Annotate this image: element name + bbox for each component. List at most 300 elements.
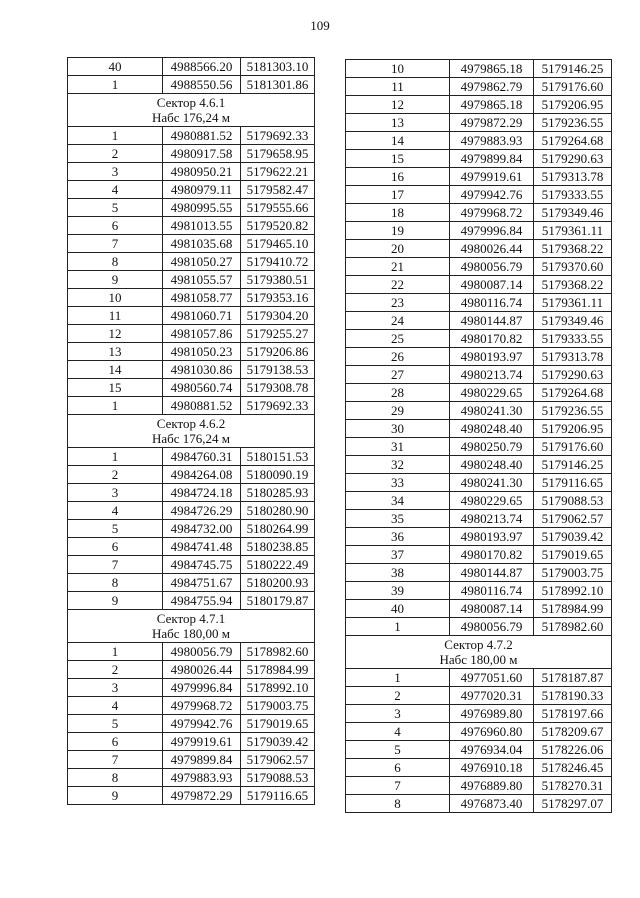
x-coordinate-cell: 4984760.31	[163, 448, 241, 466]
sector-header-row	[68, 94, 315, 127]
table-row	[68, 397, 315, 415]
x-coordinate-cell: 4979919.61	[163, 733, 241, 751]
table-row	[68, 556, 315, 574]
table-row	[68, 661, 315, 679]
x-coordinate-cell: 4984755.94	[163, 592, 241, 610]
point-number-cell: 15	[68, 379, 163, 397]
x-coordinate-cell: 4981057.86	[163, 325, 241, 343]
point-number-cell: 5	[68, 715, 163, 733]
table-row	[68, 181, 315, 199]
x-coordinate-cell: 4981050.23	[163, 343, 241, 361]
table-row	[68, 466, 315, 484]
sector-title: Сектор 4.6.1	[156, 95, 226, 110]
point-number-cell: 26	[346, 348, 450, 366]
point-number-cell: 2	[68, 466, 163, 484]
y-coordinate-cell: 5179146.25	[534, 60, 612, 78]
table-row	[346, 168, 612, 186]
x-coordinate-cell: 4981055.57	[163, 271, 241, 289]
y-coordinate-cell: 5179290.63	[534, 366, 612, 384]
point-number-cell: 3	[68, 679, 163, 697]
y-coordinate-cell: 5179176.60	[534, 78, 612, 96]
y-coordinate-cell: 5179088.53	[241, 769, 315, 787]
x-coordinate-cell: 4976960.80	[450, 723, 534, 741]
y-coordinate-cell: 5180238.85	[241, 538, 315, 556]
y-coordinate-cell: 5179520.82	[241, 217, 315, 235]
x-coordinate-cell: 4977051.60	[450, 669, 534, 687]
table-row	[68, 733, 315, 751]
table-row	[346, 582, 612, 600]
table-row	[346, 186, 612, 204]
y-coordinate-cell: 5181303.10	[241, 58, 315, 76]
point-number-cell: 4	[68, 502, 163, 520]
table-row	[68, 235, 315, 253]
point-number-cell: 5	[68, 520, 163, 538]
point-number-cell: 38	[346, 564, 450, 582]
y-coordinate-cell: 5179176.60	[534, 438, 612, 456]
x-coordinate-cell: 4980229.65	[450, 384, 534, 402]
y-coordinate-cell: 5178984.99	[534, 600, 612, 618]
point-number-cell: 11	[346, 78, 450, 96]
point-number-cell: 3	[68, 484, 163, 502]
point-number-cell: 40	[68, 58, 163, 76]
y-coordinate-cell: 5179206.86	[241, 343, 315, 361]
y-coordinate-cell: 5179361.11	[534, 222, 612, 240]
x-coordinate-cell: 4979872.29	[450, 114, 534, 132]
x-coordinate-cell: 4981035.68	[163, 235, 241, 253]
point-number-cell: 21	[346, 258, 450, 276]
point-number-cell: 6	[346, 759, 450, 777]
point-number-cell: 9	[68, 271, 163, 289]
y-coordinate-cell: 5179116.65	[241, 787, 315, 805]
x-coordinate-cell: 4980250.79	[450, 438, 534, 456]
sector-elevation: Набс 176,24 м	[151, 110, 231, 125]
table-row	[346, 777, 612, 795]
x-coordinate-cell: 4980056.79	[163, 643, 241, 661]
point-number-cell: 7	[346, 777, 450, 795]
table-row	[68, 217, 315, 235]
point-number-cell: 10	[346, 60, 450, 78]
table-row	[346, 132, 612, 150]
table-row	[346, 150, 612, 168]
y-coordinate-cell: 5178982.60	[241, 643, 315, 661]
y-coordinate-cell: 5178297.07	[534, 795, 612, 813]
point-number-cell: 19	[346, 222, 450, 240]
point-number-cell: 20	[346, 240, 450, 258]
point-number-cell: 31	[346, 438, 450, 456]
x-coordinate-cell: 4979883.93	[163, 769, 241, 787]
x-coordinate-cell: 4981050.27	[163, 253, 241, 271]
table-row	[68, 787, 315, 805]
table-row	[346, 348, 612, 366]
table-row	[346, 420, 612, 438]
x-coordinate-cell: 4979883.93	[450, 132, 534, 150]
point-number-cell: 14	[346, 132, 450, 150]
y-coordinate-cell: 5179622.21	[241, 163, 315, 181]
x-coordinate-cell: 4979862.79	[450, 78, 534, 96]
point-number-cell: 15	[346, 150, 450, 168]
table-row	[346, 258, 612, 276]
point-number-cell: 14	[68, 361, 163, 379]
y-coordinate-cell: 5178246.45	[534, 759, 612, 777]
sector-header-row	[346, 636, 612, 669]
y-coordinate-cell: 5179465.10	[241, 235, 315, 253]
point-number-cell: 23	[346, 294, 450, 312]
point-number-cell: 2	[346, 687, 450, 705]
point-number-cell: 39	[346, 582, 450, 600]
y-coordinate-cell: 5179333.55	[534, 186, 612, 204]
y-coordinate-cell: 5178197.66	[534, 705, 612, 723]
point-number-cell: 34	[346, 492, 450, 510]
x-coordinate-cell: 4984741.48	[163, 538, 241, 556]
table-row	[346, 438, 612, 456]
table-row	[68, 448, 315, 466]
point-number-cell: 22	[346, 276, 450, 294]
table-row	[68, 484, 315, 502]
x-coordinate-cell: 4979942.76	[163, 715, 241, 733]
table-row	[346, 687, 612, 705]
point-number-cell: 16	[346, 168, 450, 186]
x-coordinate-cell: 4980170.82	[450, 330, 534, 348]
sector-header-cell	[68, 94, 315, 127]
point-number-cell: 2	[68, 661, 163, 679]
point-number-cell: 28	[346, 384, 450, 402]
table-row	[68, 769, 315, 787]
y-coordinate-cell: 5180285.93	[241, 484, 315, 502]
point-number-cell: 6	[68, 217, 163, 235]
point-number-cell: 7	[68, 556, 163, 574]
table-row	[68, 520, 315, 538]
point-number-cell: 30	[346, 420, 450, 438]
table-row	[68, 592, 315, 610]
table-row	[68, 199, 315, 217]
y-coordinate-cell: 5179003.75	[534, 564, 612, 582]
table-row	[68, 751, 315, 769]
point-number-cell: 7	[68, 751, 163, 769]
x-coordinate-cell: 4979942.76	[450, 186, 534, 204]
point-number-cell: 4	[68, 697, 163, 715]
y-coordinate-cell: 5179206.95	[534, 96, 612, 114]
table-row	[68, 127, 315, 145]
sector-title: Сектор 4.7.1	[156, 611, 226, 626]
point-number-cell: 12	[68, 325, 163, 343]
point-number-cell: 29	[346, 402, 450, 420]
x-coordinate-cell: 4988566.20	[163, 58, 241, 76]
y-coordinate-cell: 5179019.65	[241, 715, 315, 733]
y-coordinate-cell: 5178190.33	[534, 687, 612, 705]
y-coordinate-cell: 5179264.68	[534, 132, 612, 150]
coordinates-table-left	[67, 57, 315, 805]
y-coordinate-cell: 5178984.99	[241, 661, 315, 679]
x-coordinate-cell: 4977020.31	[450, 687, 534, 705]
y-coordinate-cell: 5178209.67	[534, 723, 612, 741]
x-coordinate-cell: 4980056.79	[450, 258, 534, 276]
x-coordinate-cell: 4984745.75	[163, 556, 241, 574]
table-row	[346, 564, 612, 582]
y-coordinate-cell: 5179692.33	[241, 127, 315, 145]
x-coordinate-cell: 4980229.65	[450, 492, 534, 510]
point-number-cell: 8	[346, 795, 450, 813]
y-coordinate-cell: 5179370.60	[534, 258, 612, 276]
x-coordinate-cell: 4979865.18	[450, 96, 534, 114]
y-coordinate-cell: 5180200.93	[241, 574, 315, 592]
point-number-cell: 10	[68, 289, 163, 307]
table-row	[68, 76, 315, 94]
page-number: 109	[310, 18, 330, 33]
table-row	[346, 384, 612, 402]
y-coordinate-cell: 5179264.68	[534, 384, 612, 402]
table-row	[346, 330, 612, 348]
y-coordinate-cell: 5179308.78	[241, 379, 315, 397]
y-coordinate-cell: 5179236.55	[534, 402, 612, 420]
table-row	[68, 145, 315, 163]
table-row	[346, 474, 612, 492]
table-row	[346, 669, 612, 687]
table-row	[68, 343, 315, 361]
table-row	[346, 795, 612, 813]
x-coordinate-cell: 4979968.72	[450, 204, 534, 222]
y-coordinate-cell: 5179410.72	[241, 253, 315, 271]
table-row	[346, 366, 612, 384]
point-number-cell: 12	[346, 96, 450, 114]
sector-header-cell	[346, 636, 612, 669]
point-number-cell: 13	[346, 114, 450, 132]
x-coordinate-cell: 4980026.44	[450, 240, 534, 258]
x-coordinate-cell: 4980995.55	[163, 199, 241, 217]
x-coordinate-cell: 4980144.87	[450, 312, 534, 330]
point-number-cell: 27	[346, 366, 450, 384]
y-coordinate-cell: 5179116.65	[534, 474, 612, 492]
point-number-cell: 8	[68, 253, 163, 271]
point-number-cell: 8	[68, 574, 163, 592]
x-coordinate-cell: 4980087.14	[450, 600, 534, 618]
table-row	[68, 325, 315, 343]
x-coordinate-cell: 4980144.87	[450, 564, 534, 582]
table-row	[346, 78, 612, 96]
point-number-cell: 18	[346, 204, 450, 222]
y-coordinate-cell: 5179349.46	[534, 204, 612, 222]
table-row	[346, 60, 612, 78]
point-number-cell: 24	[346, 312, 450, 330]
point-number-cell: 5	[68, 199, 163, 217]
x-coordinate-cell: 4981060.71	[163, 307, 241, 325]
y-coordinate-cell: 5179368.22	[534, 240, 612, 258]
y-coordinate-cell: 5179361.11	[534, 294, 612, 312]
point-number-cell: 4	[68, 181, 163, 199]
y-coordinate-cell: 5181301.86	[241, 76, 315, 94]
y-coordinate-cell: 5179692.33	[241, 397, 315, 415]
point-number-cell: 1	[346, 669, 450, 687]
y-coordinate-cell: 5179138.53	[241, 361, 315, 379]
point-number-cell: 25	[346, 330, 450, 348]
point-number-cell: 1	[68, 448, 163, 466]
point-number-cell: 37	[346, 546, 450, 564]
table-row	[346, 618, 612, 636]
x-coordinate-cell: 4980950.21	[163, 163, 241, 181]
table-row	[68, 697, 315, 715]
table-row	[346, 600, 612, 618]
y-coordinate-cell: 5178187.87	[534, 669, 612, 687]
y-coordinate-cell: 5179088.53	[534, 492, 612, 510]
y-coordinate-cell: 5178982.60	[534, 618, 612, 636]
point-number-cell: 6	[68, 538, 163, 556]
x-coordinate-cell: 4980193.97	[450, 348, 534, 366]
table-row	[346, 204, 612, 222]
y-coordinate-cell: 5178270.31	[534, 777, 612, 795]
x-coordinate-cell: 4980087.14	[450, 276, 534, 294]
y-coordinate-cell: 5179353.16	[241, 289, 315, 307]
table-row	[346, 546, 612, 564]
point-number-cell: 5	[346, 741, 450, 759]
coordinates-table-right	[345, 59, 612, 813]
y-coordinate-cell: 5179333.55	[534, 330, 612, 348]
x-coordinate-cell: 4980241.30	[450, 474, 534, 492]
y-coordinate-cell: 5179062.57	[534, 510, 612, 528]
x-coordinate-cell: 4979996.84	[163, 679, 241, 697]
y-coordinate-cell: 5179349.46	[534, 312, 612, 330]
y-coordinate-cell: 5179236.55	[534, 114, 612, 132]
x-coordinate-cell: 4980560.74	[163, 379, 241, 397]
y-coordinate-cell: 5178226.06	[534, 741, 612, 759]
point-number-cell: 17	[346, 186, 450, 204]
point-number-cell: 9	[68, 787, 163, 805]
point-number-cell: 1	[68, 76, 163, 94]
table-row	[346, 222, 612, 240]
y-coordinate-cell: 5179206.95	[534, 420, 612, 438]
table-row	[346, 528, 612, 546]
x-coordinate-cell: 4980213.74	[450, 366, 534, 384]
y-coordinate-cell: 5178992.10	[534, 582, 612, 600]
y-coordinate-cell: 5179658.95	[241, 145, 315, 163]
table-row	[346, 723, 612, 741]
table-row	[68, 502, 315, 520]
sector-title: Сектор 4.6.2	[156, 416, 226, 431]
x-coordinate-cell: 4979919.61	[450, 168, 534, 186]
y-coordinate-cell: 5179313.78	[534, 348, 612, 366]
x-coordinate-cell: 4984724.18	[163, 484, 241, 502]
table-row	[346, 240, 612, 258]
point-number-cell: 32	[346, 456, 450, 474]
sector-elevation: Набс 180,00 м	[439, 652, 518, 667]
x-coordinate-cell: 4981013.55	[163, 217, 241, 235]
table-row	[68, 574, 315, 592]
point-number-cell: 1	[68, 397, 163, 415]
table-row	[68, 379, 315, 397]
x-coordinate-cell: 4979865.18	[450, 60, 534, 78]
point-number-cell: 1	[68, 127, 163, 145]
table-body-left	[68, 58, 315, 805]
x-coordinate-cell: 4984732.00	[163, 520, 241, 538]
y-coordinate-cell: 5180222.49	[241, 556, 315, 574]
table-row	[346, 510, 612, 528]
table-row	[68, 307, 315, 325]
y-coordinate-cell: 5179255.27	[241, 325, 315, 343]
x-coordinate-cell: 4980881.52	[163, 127, 241, 145]
x-coordinate-cell: 4980026.44	[163, 661, 241, 679]
point-number-cell: 9	[68, 592, 163, 610]
table-row	[68, 253, 315, 271]
y-coordinate-cell: 5179039.42	[534, 528, 612, 546]
sector-header-cell	[68, 415, 315, 448]
x-coordinate-cell: 4980213.74	[450, 510, 534, 528]
table-row	[68, 538, 315, 556]
y-coordinate-cell: 5180179.87	[241, 592, 315, 610]
x-coordinate-cell: 4976934.04	[450, 741, 534, 759]
y-coordinate-cell: 5180151.53	[241, 448, 315, 466]
table-row	[346, 759, 612, 777]
x-coordinate-cell: 4988550.56	[163, 76, 241, 94]
point-number-cell: 6	[68, 733, 163, 751]
x-coordinate-cell: 4979899.84	[450, 150, 534, 168]
sector-header-row	[68, 610, 315, 643]
x-coordinate-cell: 4981058.77	[163, 289, 241, 307]
table-row	[346, 402, 612, 420]
x-coordinate-cell: 4980248.40	[450, 456, 534, 474]
y-coordinate-cell: 5180090.19	[241, 466, 315, 484]
point-number-cell: 3	[346, 705, 450, 723]
y-coordinate-cell: 5179019.65	[534, 546, 612, 564]
x-coordinate-cell: 4980917.58	[163, 145, 241, 163]
point-number-cell: 4	[346, 723, 450, 741]
x-coordinate-cell: 4981030.86	[163, 361, 241, 379]
y-coordinate-cell: 5179039.42	[241, 733, 315, 751]
x-coordinate-cell: 4980116.74	[450, 294, 534, 312]
table-row	[346, 492, 612, 510]
y-coordinate-cell: 5179146.25	[534, 456, 612, 474]
x-coordinate-cell: 4984726.29	[163, 502, 241, 520]
x-coordinate-cell: 4976989.80	[450, 705, 534, 723]
table-row	[68, 163, 315, 181]
table-body-right	[346, 60, 612, 813]
point-number-cell: 13	[68, 343, 163, 361]
sector-header-row	[68, 415, 315, 448]
y-coordinate-cell: 5179290.63	[534, 150, 612, 168]
x-coordinate-cell: 4980193.97	[450, 528, 534, 546]
y-coordinate-cell: 5179582.47	[241, 181, 315, 199]
x-coordinate-cell: 4980056.79	[450, 618, 534, 636]
y-coordinate-cell: 5179380.51	[241, 271, 315, 289]
x-coordinate-cell: 4980881.52	[163, 397, 241, 415]
y-coordinate-cell: 5179313.78	[534, 168, 612, 186]
table-row	[346, 276, 612, 294]
point-number-cell: 1	[346, 618, 450, 636]
sector-elevation: Набс 180,00 м	[151, 626, 231, 641]
table-row	[68, 271, 315, 289]
y-coordinate-cell: 5179062.57	[241, 751, 315, 769]
x-coordinate-cell: 4979968.72	[163, 697, 241, 715]
table-row	[346, 705, 612, 723]
x-coordinate-cell: 4980116.74	[450, 582, 534, 600]
point-number-cell: 7	[68, 235, 163, 253]
table-row	[68, 643, 315, 661]
y-coordinate-cell: 5180264.99	[241, 520, 315, 538]
y-coordinate-cell: 5179304.20	[241, 307, 315, 325]
point-number-cell: 1	[68, 643, 163, 661]
y-coordinate-cell: 5179003.75	[241, 697, 315, 715]
point-number-cell: 36	[346, 528, 450, 546]
table-row	[346, 312, 612, 330]
sector-title: Сектор 4.7.2	[444, 637, 513, 652]
table-row	[68, 715, 315, 733]
point-number-cell: 40	[346, 600, 450, 618]
point-number-cell: 8	[68, 769, 163, 787]
table-row	[68, 679, 315, 697]
x-coordinate-cell: 4976889.80	[450, 777, 534, 795]
table-row	[346, 456, 612, 474]
point-number-cell: 11	[68, 307, 163, 325]
x-coordinate-cell: 4976873.40	[450, 795, 534, 813]
table-row	[68, 289, 315, 307]
table-row	[68, 361, 315, 379]
